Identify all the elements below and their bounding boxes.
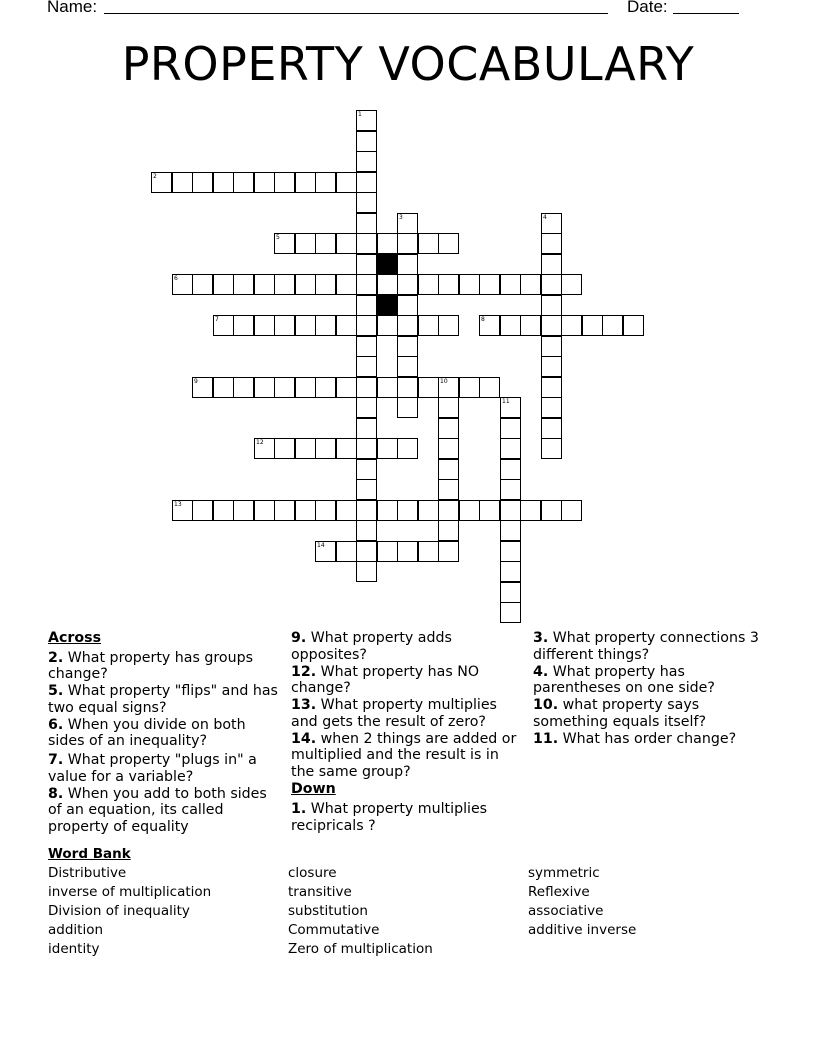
- grid-cell[interactable]: [541, 356, 562, 377]
- grid-cell[interactable]: [623, 315, 644, 336]
- clues-column-2: [291, 630, 523, 835]
- grid-cell[interactable]: [500, 418, 521, 439]
- grid-cell[interactable]: [356, 459, 377, 480]
- grid-cell[interactable]: [356, 131, 377, 152]
- grid-cell[interactable]: [377, 500, 398, 521]
- grid-cell[interactable]: [500, 541, 521, 562]
- grid-cell[interactable]: [397, 397, 418, 418]
- grid-cell[interactable]: [254, 438, 275, 459]
- grid-cell[interactable]: [459, 274, 480, 295]
- grid-cell[interactable]: [397, 295, 418, 316]
- grid-cell[interactable]: [356, 233, 377, 254]
- grid-cell[interactable]: [336, 500, 357, 521]
- grid-cell[interactable]: [438, 397, 459, 418]
- grid-cell[interactable]: [377, 274, 398, 295]
- word-bank-column-1: [48, 864, 211, 959]
- grid-cell[interactable]: [295, 500, 316, 521]
- across-heading: Across: [48, 630, 102, 646]
- grid-cell[interactable]: [254, 315, 275, 336]
- grid-cell[interactable]: [377, 233, 398, 254]
- grid-cell[interactable]: [500, 479, 521, 500]
- grid-cell[interactable]: [356, 192, 377, 213]
- grid-cell[interactable]: [418, 377, 439, 398]
- grid-cell[interactable]: [438, 315, 459, 336]
- clue-number-label: 6: [174, 275, 178, 282]
- grid-cell[interactable]: [356, 172, 377, 193]
- grid-cell[interactable]: [356, 274, 377, 295]
- grid-cell[interactable]: [356, 295, 377, 316]
- grid-cell[interactable]: [274, 274, 295, 295]
- grid-cell[interactable]: [356, 377, 377, 398]
- grid-cell[interactable]: [438, 377, 459, 398]
- clue-number-label: 13: [174, 501, 182, 508]
- grid-cell[interactable]: [438, 274, 459, 295]
- clue-number-label: 7: [215, 316, 219, 323]
- grid-cell[interactable]: [397, 274, 418, 295]
- grid-cell[interactable]: [602, 315, 623, 336]
- word-bank-item: symmetric: [528, 865, 600, 881]
- word-bank-item: addition: [48, 922, 104, 938]
- grid-cell[interactable]: [397, 315, 418, 336]
- grid-cell[interactable]: [397, 356, 418, 377]
- grid-cell[interactable]: [315, 233, 336, 254]
- grid-cell[interactable]: [397, 213, 418, 234]
- grid-cell[interactable]: [541, 315, 562, 336]
- word-bank-item: associative: [528, 903, 604, 919]
- word-bank-column-3: [528, 864, 636, 940]
- grid-cell[interactable]: [213, 172, 234, 193]
- grid-cell[interactable]: [377, 315, 398, 336]
- clue-across-6: 6. When you divide on both sides of an inequality?: [48, 716, 246, 749]
- word-bank-item: closure: [288, 865, 337, 881]
- clues-column-3: [533, 630, 765, 748]
- grid-cell[interactable]: [438, 459, 459, 480]
- clue-number-label: 3: [399, 214, 403, 221]
- grid-cell[interactable]: [295, 172, 316, 193]
- clue-number-label: 9: [194, 378, 198, 385]
- grid-cell[interactable]: [233, 274, 254, 295]
- grid-cell[interactable]: [336, 377, 357, 398]
- word-bank-column-2: [288, 864, 433, 959]
- grid-cell[interactable]: [397, 254, 418, 275]
- grid-cell[interactable]: [541, 397, 562, 418]
- grid-cell[interactable]: [336, 438, 357, 459]
- grid-cell[interactable]: [377, 541, 398, 562]
- grid-cell[interactable]: [315, 438, 336, 459]
- grid-cell[interactable]: [356, 213, 377, 234]
- grid-cell[interactable]: [233, 172, 254, 193]
- grid-cell[interactable]: [356, 500, 377, 521]
- grid-cell[interactable]: [192, 274, 213, 295]
- grid-cell[interactable]: [356, 315, 377, 336]
- word-bank-item: Reflexive: [528, 884, 590, 900]
- clue-down-11: 11. What has order change?: [533, 730, 737, 747]
- grid-cell[interactable]: [356, 151, 377, 172]
- black-cell: [377, 254, 398, 275]
- grid-cell[interactable]: [356, 561, 377, 582]
- grid-cell[interactable]: [541, 233, 562, 254]
- grid-cell[interactable]: [541, 254, 562, 275]
- grid-cell[interactable]: [356, 438, 377, 459]
- grid-cell[interactable]: [397, 233, 418, 254]
- grid-cell[interactable]: [213, 274, 234, 295]
- clue-across-14: 14. when 2 things are added or multiplied and the result is in the same group?: [291, 730, 517, 780]
- clue-number-label: 2: [153, 173, 157, 180]
- grid-cell[interactable]: [479, 500, 500, 521]
- grid-cell[interactable]: [418, 541, 439, 562]
- grid-cell[interactable]: [274, 315, 295, 336]
- grid-cell[interactable]: [274, 172, 295, 193]
- grid-cell[interactable]: [213, 500, 234, 521]
- grid-cell[interactable]: [500, 274, 521, 295]
- grid-cell[interactable]: [356, 254, 377, 275]
- grid-cell[interactable]: [172, 172, 193, 193]
- grid-cell[interactable]: [541, 336, 562, 357]
- grid-cell[interactable]: [418, 274, 439, 295]
- grid-cell[interactable]: [438, 479, 459, 500]
- grid-cell[interactable]: [315, 172, 336, 193]
- word-bank-item: Commutative: [288, 922, 380, 938]
- clue-across-13: 13. What property multiplies and gets the result of zero?: [291, 697, 497, 730]
- grid-cell[interactable]: [500, 602, 521, 623]
- clue-down-4: 4. What property has parentheses on one side?: [533, 663, 715, 696]
- clue-number-label: 10: [440, 378, 448, 385]
- grid-cell[interactable]: [356, 110, 377, 131]
- grid-cell[interactable]: [213, 377, 234, 398]
- black-cell: [377, 295, 398, 316]
- word-bank-title: Word Bank: [48, 846, 131, 862]
- grid-cell[interactable]: [479, 377, 500, 398]
- word-bank-item: Zero of multiplication: [288, 941, 433, 957]
- grid-cell[interactable]: [356, 520, 377, 541]
- grid-cell[interactable]: [172, 500, 193, 521]
- grid-cell[interactable]: [397, 541, 418, 562]
- grid-cell[interactable]: [541, 438, 562, 459]
- clue-down-1: 1. What property multiplies recipricals ?: [291, 801, 488, 834]
- page-title: PROPERTY VOCABULARY: [121, 37, 695, 91]
- clue-across-9: 9. What property adds opposites?: [291, 630, 452, 663]
- grid-cell[interactable]: [377, 438, 398, 459]
- grid-cell[interactable]: [438, 418, 459, 439]
- grid-cell[interactable]: [500, 582, 521, 603]
- grid-cell[interactable]: [356, 356, 377, 377]
- grid-cell[interactable]: [541, 377, 562, 398]
- grid-cell[interactable]: [295, 274, 316, 295]
- grid-cell[interactable]: [254, 172, 275, 193]
- grid-cell[interactable]: [397, 438, 418, 459]
- grid-cell[interactable]: [500, 500, 521, 521]
- grid-cell[interactable]: [356, 336, 377, 357]
- date-label: Date:: [627, 0, 668, 16]
- grid-cell[interactable]: [233, 315, 254, 336]
- clue-down-10: 10. what property says something equals itself?: [533, 697, 706, 730]
- grid-cell[interactable]: [500, 315, 521, 336]
- grid-cell[interactable]: [274, 500, 295, 521]
- grid-cell[interactable]: [582, 315, 603, 336]
- grid-cell[interactable]: [356, 479, 377, 500]
- grid-cell[interactable]: [438, 233, 459, 254]
- grid-cell[interactable]: [254, 500, 275, 521]
- grid-cell[interactable]: [541, 418, 562, 439]
- grid-cell[interactable]: [356, 397, 377, 418]
- grid-cell[interactable]: [561, 274, 582, 295]
- grid-cell[interactable]: [274, 438, 295, 459]
- grid-cell[interactable]: [418, 315, 439, 336]
- clue-number-label: 8: [481, 316, 485, 323]
- grid-cell[interactable]: [541, 295, 562, 316]
- grid-cell[interactable]: [315, 500, 336, 521]
- grid-cell[interactable]: [459, 377, 480, 398]
- grid-cell[interactable]: [192, 377, 213, 398]
- grid-cell[interactable]: [315, 274, 336, 295]
- word-bank-item: substitution: [288, 903, 368, 919]
- clue-down-3: 3. What property connections 3 different things?: [533, 630, 759, 663]
- word-bank-item: identity: [48, 941, 100, 957]
- grid-cell[interactable]: [479, 274, 500, 295]
- grid-cell[interactable]: [520, 274, 541, 295]
- grid-cell[interactable]: [397, 377, 418, 398]
- clue-across-7: 7. What property "plugs in" a value for a variable?: [48, 752, 257, 785]
- grid-cell[interactable]: [459, 500, 480, 521]
- grid-cell[interactable]: [479, 315, 500, 336]
- grid-cell[interactable]: [418, 233, 439, 254]
- word-bank-item: inverse of multiplication: [48, 884, 212, 900]
- grid-cell[interactable]: [438, 438, 459, 459]
- clue-across-12: 12. What property has NO change?: [291, 663, 480, 696]
- grid-cell[interactable]: [541, 274, 562, 295]
- grid-cell[interactable]: [336, 172, 357, 193]
- word-bank-item: Division of inequality: [48, 903, 190, 919]
- word-bank-item: Distributive: [48, 865, 127, 881]
- grid-cell[interactable]: [418, 500, 439, 521]
- clue-number-label: 4: [543, 214, 547, 221]
- grid-cell[interactable]: [500, 520, 521, 541]
- grid-cell[interactable]: [315, 377, 336, 398]
- grid-cell[interactable]: [213, 315, 234, 336]
- grid-cell[interactable]: [295, 315, 316, 336]
- grid-cell[interactable]: [233, 500, 254, 521]
- grid-cell[interactable]: [274, 377, 295, 398]
- grid-cell[interactable]: [315, 315, 336, 336]
- grid-cell[interactable]: [377, 377, 398, 398]
- grid-cell[interactable]: [520, 315, 541, 336]
- grid-cell[interactable]: [336, 315, 357, 336]
- grid-cell[interactable]: [336, 274, 357, 295]
- grid-cell[interactable]: [397, 336, 418, 357]
- clue-number-label: 1: [358, 111, 362, 118]
- clue-number-label: 14: [317, 542, 325, 549]
- grid-cell[interactable]: [336, 541, 357, 562]
- grid-cell[interactable]: [438, 500, 459, 521]
- clue-number-label: 11: [502, 398, 510, 405]
- grid-cell[interactable]: [356, 418, 377, 439]
- clue-number-label: 5: [276, 234, 280, 241]
- grid-cell[interactable]: [541, 213, 562, 234]
- grid-cell[interactable]: [192, 500, 213, 521]
- grid-cell[interactable]: [397, 500, 418, 521]
- grid-cell[interactable]: [274, 233, 295, 254]
- grid-cell[interactable]: [520, 500, 541, 521]
- clue-across-5: 5. What property "flips" and has two equal signs?: [48, 683, 278, 716]
- grid-cell[interactable]: [500, 459, 521, 480]
- grid-cell[interactable]: [151, 172, 172, 193]
- grid-cell[interactable]: [233, 377, 254, 398]
- grid-cell[interactable]: [561, 500, 582, 521]
- grid-cell[interactable]: [192, 172, 213, 193]
- grid-cell[interactable]: [500, 397, 521, 418]
- name-label: Name:: [47, 0, 98, 16]
- grid-cell[interactable]: [438, 520, 459, 541]
- clues-column-1: [48, 630, 280, 836]
- grid-cell[interactable]: [295, 377, 316, 398]
- grid-cell[interactable]: [254, 377, 275, 398]
- grid-cell[interactable]: [356, 541, 377, 562]
- grid-cell[interactable]: [315, 541, 336, 562]
- clue-number-label: 12: [256, 439, 264, 446]
- grid-cell[interactable]: [295, 233, 316, 254]
- grid-cell[interactable]: [500, 561, 521, 582]
- clue-across-2: 2. What property has groups change?: [48, 649, 253, 682]
- grid-cell[interactable]: [561, 315, 582, 336]
- grid-cell[interactable]: [254, 274, 275, 295]
- word-bank-item: transitive: [288, 884, 352, 900]
- word-bank-item: additive inverse: [528, 922, 637, 938]
- clue-across-8: 8. When you add to both sides of an equation, its called property of equality: [48, 785, 267, 835]
- grid-cell[interactable]: [295, 438, 316, 459]
- grid-cell[interactable]: [500, 438, 521, 459]
- down-heading: Down: [291, 780, 336, 797]
- grid-cell[interactable]: [336, 233, 357, 254]
- grid-cell[interactable]: [172, 274, 193, 295]
- grid-cell[interactable]: [438, 541, 459, 562]
- grid-cell[interactable]: [541, 500, 562, 521]
